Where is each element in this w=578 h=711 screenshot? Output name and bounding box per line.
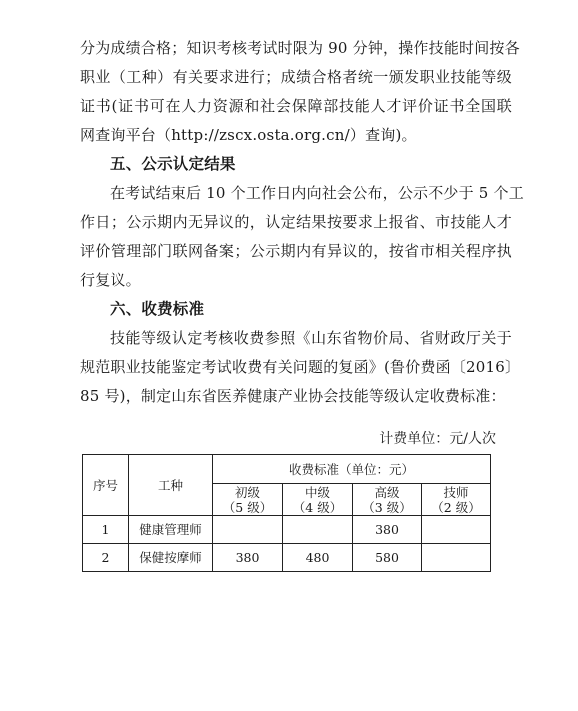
cell-fee <box>422 544 491 572</box>
level-header-cell <box>353 484 422 516</box>
header-cell-fee-group: 收费标准（单位：元） <box>213 455 491 484</box>
header-cell-trade: 工种 <box>129 455 213 516</box>
paragraph-line: 在考试结束后 10 个工作日内向社会公布，公示不少于 5 个工 <box>110 184 524 202</box>
billing-unit-note: 计费单位：元/人次 <box>379 431 496 447</box>
level-header-cell <box>213 484 283 516</box>
level-grade: （5 级） <box>222 499 273 515</box>
level-grade: （4 级） <box>292 499 343 515</box>
cell-trade: 健康管理师 <box>129 516 213 544</box>
level-name: 高级 <box>374 484 400 500</box>
table-row <box>83 544 491 572</box>
paragraph-line: 证书(证书可在人力资源和社会保障部技能人才评价证书全国联 <box>80 97 512 115</box>
paragraph-line: 行复议。 <box>80 271 141 289</box>
level-name: 初级 <box>234 484 260 500</box>
header-cell-seq: 序号 <box>83 455 129 516</box>
paragraph-line: 网查询平台（http://zscx.osta.org.cn/）查询)。 <box>80 126 417 144</box>
level-name: 技师 <box>443 484 469 500</box>
table-row <box>83 516 491 544</box>
level-name: 中级 <box>304 484 330 500</box>
cell-fee: 380 <box>213 544 283 572</box>
level-header-cell <box>283 484 353 516</box>
level-grade: （2 级） <box>431 499 481 515</box>
cell-seq: 1 <box>83 516 129 544</box>
section-heading: 五、公示认定结果 <box>110 155 236 173</box>
fee-table <box>82 454 491 572</box>
section-heading: 六、收费标准 <box>110 300 205 318</box>
level-grade: （3 级） <box>362 499 412 515</box>
level-header-cell <box>422 484 491 516</box>
cell-fee <box>283 516 353 544</box>
paragraph-line: 评价管理部门联网备案；公示期内有异议的，按省市相关程序执 <box>80 242 512 260</box>
cell-fee <box>213 516 283 544</box>
paragraph-line: 规范职业技能鉴定考试收费有关问题的复函》(鲁价费函〔2016〕 <box>80 358 521 376</box>
paragraph-line: 85 号)，制定山东省医养健康产业协会技能等级认定收费标准： <box>80 387 506 405</box>
paragraph-line: 技能等级认定考核收费参照《山东省物价局、省财政厅关于 <box>110 329 512 347</box>
cell-fee: 580 <box>353 544 422 572</box>
cell-trade: 保健按摩师 <box>129 544 213 572</box>
cell-fee: 380 <box>353 516 422 544</box>
cell-fee <box>422 516 491 544</box>
cell-seq: 2 <box>83 544 129 572</box>
cell-fee: 480 <box>283 544 353 572</box>
paragraph-line: 作日；公示期内无异议的，认定结果按要求上报省、市技能人才 <box>80 213 512 231</box>
paragraph-line: 职业（工种）有关要求进行；成绩合格者统一颁发职业技能等级 <box>80 68 512 86</box>
table-header-row <box>83 455 491 484</box>
paragraph-line: 分为成绩合格；知识考核考试时限为 90 分钟，操作技能时间按各 <box>80 39 520 57</box>
